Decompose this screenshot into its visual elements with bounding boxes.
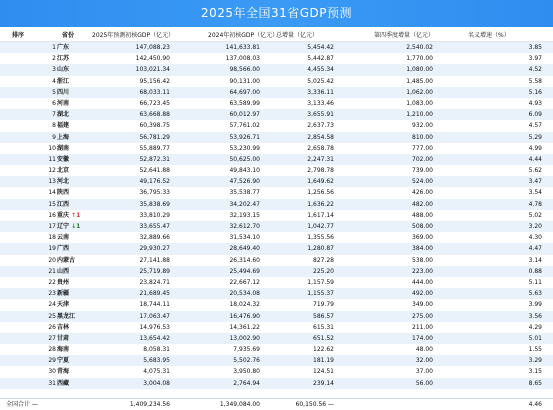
- cell-nominal-rate: 3.56: [528, 312, 542, 320]
- cell-gdp-2024: 32,612.70: [229, 223, 260, 230]
- cell-rank: 26: [48, 323, 56, 331]
- cell-rank: 3: [52, 66, 56, 74]
- table-row: [0, 120, 553, 131]
- cell-q4-increase: 702.00: [412, 155, 433, 163]
- cell-province: 云南: [57, 234, 70, 242]
- cell-q4-increase: 932.00: [412, 122, 433, 130]
- cell-gdp-2024: 25,494.69: [229, 267, 260, 275]
- cell-total-increase: 1,649.62: [307, 178, 334, 186]
- table-row: [0, 243, 553, 254]
- cell-total-increase: 3,336.11: [307, 88, 334, 96]
- cell-province: 海南: [57, 346, 70, 354]
- cell-total-increase: 122.62: [313, 346, 334, 354]
- cell-q4-increase: 223.00: [412, 267, 433, 275]
- table-row: [0, 176, 553, 187]
- cell-gdp-2024: 34,202.47: [229, 200, 260, 208]
- cell-province: 黑龙江: [57, 312, 76, 320]
- cell-q4-increase: 369.00: [412, 234, 433, 242]
- table-row: [0, 378, 553, 389]
- total-label: 全国合计 —: [6, 401, 38, 408]
- rank-up-indicator: ↑1: [71, 211, 81, 219]
- cell-province: 山西: [57, 267, 70, 275]
- cell-nominal-rate: 3.15: [528, 368, 542, 376]
- table-row: [0, 266, 553, 277]
- cell-total-increase: 1,636.22: [307, 200, 334, 208]
- cell-gdp-2024: 60,012.97: [229, 111, 260, 119]
- total-gdp-2025: 1,409,234.56: [129, 401, 170, 408]
- cell-total-increase: 124.51: [313, 368, 334, 376]
- cell-gdp-2025: 23,824.71: [139, 278, 170, 286]
- cell-gdp-2024: 2,764.94: [233, 379, 260, 387]
- cell-rank: 27: [48, 334, 56, 342]
- cell-gdp-2024: 32,193.15: [229, 211, 260, 219]
- cell-total-increase: 1,157.59: [307, 278, 334, 286]
- cell-rank: 22: [48, 278, 56, 286]
- cell-gdp-2024: 53,926.71: [229, 133, 260, 141]
- cell-nominal-rate: 5.02: [528, 211, 542, 219]
- cell-q4-increase: 174.00: [412, 334, 433, 342]
- cell-province: 宁夏: [57, 357, 70, 365]
- cell-rank: 12: [48, 167, 56, 175]
- cell-gdp-2024: 137,008.03: [225, 55, 260, 63]
- cell-rank: 25: [48, 312, 56, 320]
- cell-nominal-rate: 5.58: [528, 77, 542, 85]
- cell-gdp-2025: 142,450.90: [135, 55, 170, 63]
- cell-nominal-rate: 5.01: [528, 334, 542, 342]
- cell-gdp-2025: 4,075.31: [143, 368, 170, 376]
- cell-nominal-rate: 3.47: [528, 178, 542, 186]
- cell-province: 湖南: [57, 144, 70, 152]
- table-header: [0, 30, 553, 41]
- page-title: 2025年全国31省GDP预测: [0, 0, 553, 27]
- cell-gdp-2025: 33,810.29: [139, 211, 170, 219]
- cell-q4-increase: 777.00: [412, 144, 433, 152]
- cell-rank: 5: [52, 88, 56, 96]
- cell-gdp-2025: 18,744.11: [139, 301, 170, 309]
- rank-down-indicator: ↓1: [71, 223, 81, 230]
- cell-gdp-2025: 95,156.42: [139, 77, 170, 85]
- header-gdp-2025: 2025年预测初核GDP（亿元）: [92, 32, 175, 39]
- cell-province: 西藏: [57, 379, 70, 387]
- cell-total-increase: 586.57: [313, 312, 334, 320]
- cell-gdp-2024: 14,361.22: [229, 323, 260, 331]
- cell-gdp-2025: 66,723.45: [139, 99, 170, 107]
- cell-gdp-2024: 47,526.90: [229, 178, 260, 186]
- cell-q4-increase: 810.00: [412, 133, 433, 141]
- cell-total-increase: 1,042.77: [307, 223, 334, 230]
- cell-q4-increase: 32.00: [415, 357, 433, 365]
- cell-nominal-rate: 3.29: [528, 357, 542, 365]
- header-rank: 排序: [12, 32, 25, 39]
- cell-total-increase: 2,247.31: [307, 155, 334, 163]
- header-total-increase: 总增量（亿元）: [276, 32, 319, 39]
- cell-province: 湖北: [57, 111, 70, 119]
- cell-province: 福建: [57, 122, 70, 130]
- cell-gdp-2025: 49,176.52: [139, 178, 170, 186]
- total-gdp-2024: 1,349,084.00: [219, 401, 260, 408]
- cell-q4-increase: 492.00: [412, 290, 433, 298]
- cell-province: 内蒙古: [57, 256, 76, 264]
- cell-total-increase: 5,442.87: [307, 55, 334, 63]
- cell-province: 广东: [57, 44, 70, 51]
- table-row: [0, 255, 553, 266]
- cell-nominal-rate: 3.85: [528, 44, 542, 51]
- cell-gdp-2024: 3,950.80: [233, 368, 260, 376]
- cell-q4-increase: 2,540.02: [406, 44, 433, 51]
- cell-province: 安徽: [57, 155, 70, 163]
- table-row: [0, 87, 553, 98]
- cell-q4-increase: 37.00: [415, 368, 433, 376]
- cell-gdp-2025: 21,689.45: [139, 290, 170, 298]
- cell-nominal-rate: 8.65: [528, 379, 542, 387]
- cell-total-increase: 1,256.56: [307, 189, 334, 197]
- table-row: [0, 299, 553, 310]
- cell-nominal-rate: 4.44: [528, 155, 542, 163]
- cell-nominal-rate: 4.29: [528, 323, 542, 331]
- cell-rank: 16: [48, 211, 56, 219]
- cell-rank: 15: [48, 200, 56, 208]
- cell-province: 四川: [57, 88, 70, 96]
- cell-gdp-2024: 35,538.77: [229, 189, 260, 197]
- cell-nominal-rate: 4.57: [528, 122, 542, 130]
- cell-rank: 23: [48, 290, 56, 298]
- cell-q4-increase: 488.00: [412, 211, 433, 219]
- cell-rank: 28: [48, 346, 56, 354]
- cell-rank: 1: [52, 44, 56, 51]
- cell-total-increase: 3,133.46: [307, 99, 334, 107]
- cell-rank: 30: [48, 368, 56, 376]
- cell-total-increase: 1,155.37: [307, 290, 334, 298]
- header-nominal-rate: 名义增速（%）: [468, 32, 510, 39]
- cell-rank: 13: [48, 178, 56, 186]
- cell-rank: 6: [52, 99, 56, 107]
- cell-rank: 4: [52, 77, 56, 85]
- cell-rank: 18: [48, 234, 56, 242]
- cell-gdp-2025: 56,781.29: [139, 133, 170, 141]
- cell-nominal-rate: 4.47: [528, 245, 542, 253]
- cell-rank: 8: [52, 122, 56, 130]
- cell-gdp-2025: 35,838.69: [139, 200, 170, 208]
- cell-gdp-2025: 27,141.88: [139, 256, 170, 264]
- cell-total-increase: 225.20: [313, 267, 334, 275]
- header-q4-increase: 第四季度增量（亿元）: [374, 32, 435, 39]
- cell-q4-increase: 1,083.00: [406, 99, 433, 107]
- cell-gdp-2025: 60,398.75: [139, 122, 170, 130]
- cell-q4-increase: 524.00: [412, 178, 433, 186]
- cell-gdp-2025: 103,021.34: [135, 66, 170, 74]
- cell-q4-increase: 1,210.00: [406, 111, 433, 119]
- province-name: 辽宁: [57, 223, 70, 230]
- cell-nominal-rate: 5.29: [528, 133, 542, 141]
- cell-rank: 20: [48, 256, 56, 264]
- cell-nominal-rate: 6.09: [528, 111, 542, 119]
- cell-nominal-rate: 4.93: [528, 99, 542, 107]
- table-row: [0, 132, 553, 143]
- table-row: [0, 288, 553, 299]
- table-row: [0, 98, 553, 109]
- cell-gdp-2024: 90,131.00: [229, 77, 260, 85]
- total-total-increase: 60,150.56 —: [295, 401, 334, 408]
- cell-rank: 17: [48, 223, 56, 230]
- cell-total-increase: 181.19: [313, 357, 334, 365]
- cell-province: 上海: [57, 133, 70, 141]
- cell-q4-increase: 426.00: [412, 189, 433, 197]
- table-row: [0, 277, 553, 288]
- cell-q4-increase: 1,770.00: [406, 55, 433, 63]
- cell-q4-increase: 275.00: [412, 312, 433, 320]
- cell-gdp-2024: 98,566.00: [229, 66, 260, 74]
- cell-q4-increase: 538.00: [412, 256, 433, 264]
- cell-nominal-rate: 1.55: [528, 346, 542, 354]
- cell-q4-increase: 1,485.00: [406, 77, 433, 85]
- cell-q4-increase: 444.00: [412, 278, 433, 286]
- cell-gdp-2025: 5,683.95: [143, 357, 170, 365]
- table-row: [0, 187, 553, 198]
- cell-gdp-2025: 8,058.31: [143, 346, 170, 354]
- cell-gdp-2024: 141,633.81: [225, 44, 260, 51]
- table-row: [0, 76, 553, 87]
- table-row: [0, 154, 553, 165]
- cell-total-increase: 651.52: [313, 334, 334, 342]
- table-row: [0, 232, 553, 243]
- cell-total-increase: 239.14: [313, 379, 334, 387]
- table-row: [0, 165, 553, 176]
- cell-gdp-2024: 53,230.99: [229, 144, 260, 152]
- cell-gdp-2025: 36,795.33: [139, 189, 170, 197]
- cell-q4-increase: 1,062.00: [406, 88, 433, 96]
- cell-gdp-2025: 63,668.88: [139, 111, 170, 119]
- table-row: [0, 109, 553, 120]
- cell-total-increase: 5,025.42: [307, 77, 334, 85]
- cell-province: 广西: [57, 245, 70, 253]
- cell-gdp-2025: 14,976.53: [139, 323, 170, 331]
- cell-total-increase: 2,658.78: [307, 144, 334, 152]
- table-row: [0, 344, 553, 355]
- table-row: [0, 333, 553, 344]
- cell-gdp-2025: 32,889.66: [139, 234, 170, 242]
- cell-gdp-2024: 26,314.60: [229, 256, 260, 264]
- cell-q4-increase: 508.00: [412, 223, 433, 230]
- cell-gdp-2025: 3,004.08: [143, 379, 170, 387]
- cell-rank: 19: [48, 245, 56, 253]
- cell-nominal-rate: 4.78: [528, 200, 542, 208]
- cell-total-increase: 615.31: [313, 323, 334, 331]
- cell-q4-increase: 56.00: [415, 379, 433, 387]
- table-row: [0, 322, 553, 333]
- table-row: [0, 42, 553, 53]
- cell-gdp-2024: 49,843.10: [229, 167, 260, 175]
- table-row: [0, 221, 553, 232]
- cell-total-increase: 5,454.42: [307, 44, 334, 51]
- cell-gdp-2025: 68,033.11: [139, 88, 170, 96]
- cell-q4-increase: 349.00: [412, 301, 433, 309]
- cell-q4-increase: 211.00: [412, 323, 433, 331]
- cell-total-increase: 2,854.58: [307, 133, 334, 141]
- cell-province: 陕西: [57, 189, 70, 197]
- table-row: [0, 64, 553, 75]
- cell-nominal-rate: 3.20: [528, 223, 542, 230]
- cell-gdp-2024: 22,667.12: [229, 278, 260, 286]
- cell-gdp-2025: 33,655.47: [139, 223, 170, 230]
- cell-q4-increase: 739.00: [412, 167, 433, 175]
- cell-province: 浙江: [57, 77, 70, 85]
- cell-gdp-2025: 55,889.77: [139, 144, 170, 152]
- cell-rank: 21: [48, 267, 56, 275]
- cell-province: 河南: [57, 99, 70, 107]
- table-row: [0, 210, 553, 221]
- cell-total-increase: 4,455.34: [307, 66, 334, 74]
- cell-nominal-rate: 4.52: [528, 66, 542, 74]
- cell-rank: 7: [52, 111, 56, 119]
- total-row: [0, 398, 553, 410]
- cell-total-increase: 719.79: [313, 301, 334, 309]
- table-row: [0, 199, 553, 210]
- cell-gdp-2025: 25,719.89: [139, 267, 170, 275]
- cell-gdp-2024: 63,589.99: [229, 99, 260, 107]
- cell-gdp-2024: 7,935.69: [233, 346, 260, 354]
- cell-province: [57, 221, 99, 232]
- cell-total-increase: 2,637.73: [307, 122, 334, 130]
- cell-gdp-2025: 17,063.47: [139, 312, 170, 320]
- cell-rank: 11: [48, 155, 56, 163]
- cell-total-increase: 1,617.14: [307, 211, 334, 219]
- cell-nominal-rate: 4.30: [528, 234, 542, 242]
- cell-gdp-2025: 147,088.23: [135, 44, 170, 51]
- cell-gdp-2024: 31,534.10: [229, 234, 260, 242]
- table-row: [0, 355, 553, 366]
- cell-rank: 10: [48, 144, 56, 152]
- cell-province: 贵州: [57, 278, 70, 286]
- cell-gdp-2024: 5,502.76: [233, 357, 260, 365]
- cell-nominal-rate: 3.97: [528, 55, 542, 63]
- table-row: [0, 143, 553, 154]
- cell-total-increase: 3,655.91: [307, 111, 334, 119]
- total-nominal-rate: 4.46: [528, 401, 542, 408]
- cell-q4-increase: 482.00: [412, 200, 433, 208]
- cell-province: 江苏: [57, 55, 70, 63]
- cell-gdp-2025: 52,872.31: [139, 155, 170, 163]
- cell-gdp-2025: 29,930.27: [139, 245, 170, 253]
- cell-nominal-rate: 5.16: [528, 88, 542, 96]
- cell-q4-increase: 48.00: [415, 346, 433, 354]
- cell-total-increase: 2,798.78: [307, 167, 334, 175]
- cell-gdp-2025: 13,654.42: [139, 334, 170, 342]
- cell-q4-increase: 384.00: [412, 245, 433, 253]
- cell-rank: 14: [48, 189, 56, 197]
- cell-total-increase: 1,280.87: [307, 245, 334, 253]
- cell-province: [57, 210, 99, 221]
- cell-province: 青海: [57, 368, 70, 376]
- cell-gdp-2024: 28,649.40: [229, 245, 260, 253]
- cell-nominal-rate: 3.14: [528, 256, 542, 264]
- table-row: [0, 311, 553, 322]
- cell-province: 河北: [57, 178, 70, 186]
- cell-rank: 24: [48, 301, 56, 309]
- cell-province: 甘肃: [57, 334, 70, 342]
- cell-nominal-rate: 3.99: [528, 301, 542, 309]
- cell-nominal-rate: 5.62: [528, 167, 542, 175]
- cell-rank: 29: [48, 357, 56, 365]
- cell-gdp-2024: 57,761.02: [229, 122, 260, 130]
- cell-province: 北京: [57, 167, 70, 175]
- cell-total-increase: 1,355.56: [307, 234, 334, 242]
- table-body: [0, 42, 553, 389]
- cell-province: 吉林: [57, 323, 70, 331]
- cell-rank: 2: [52, 55, 56, 63]
- cell-gdp-2024: 20,534.08: [229, 290, 260, 298]
- cell-rank: 9: [52, 133, 56, 141]
- cell-gdp-2024: 13,002.90: [229, 334, 260, 342]
- cell-gdp-2024: 18,024.32: [229, 301, 260, 309]
- cell-nominal-rate: 4.99: [528, 144, 542, 152]
- cell-nominal-rate: 5.11: [528, 278, 542, 286]
- cell-rank: 31: [48, 379, 56, 387]
- table-row: [0, 53, 553, 64]
- province-name: 重庆: [57, 211, 70, 219]
- cell-nominal-rate: 5.63: [528, 290, 542, 298]
- cell-nominal-rate: 0.88: [528, 267, 542, 275]
- cell-gdp-2024: 16,476.90: [229, 312, 260, 320]
- cell-gdp-2025: 52,641.88: [139, 167, 170, 175]
- header-province: 省份: [62, 32, 75, 39]
- cell-gdp-2024: 50,625.00: [229, 155, 260, 163]
- header-gdp-2024: 2024年初核GDP（亿元）: [208, 32, 278, 39]
- cell-q4-increase: 1,080.00: [406, 66, 433, 74]
- cell-total-increase: 827.28: [313, 256, 334, 264]
- cell-province: 山东: [57, 66, 70, 74]
- cell-province: 新疆: [57, 290, 70, 298]
- cell-gdp-2024: 64,697.00: [229, 88, 260, 96]
- cell-nominal-rate: 3.54: [528, 189, 542, 197]
- cell-province: 天津: [57, 301, 70, 309]
- table-row: [0, 366, 553, 377]
- cell-province: 江西: [57, 200, 70, 208]
